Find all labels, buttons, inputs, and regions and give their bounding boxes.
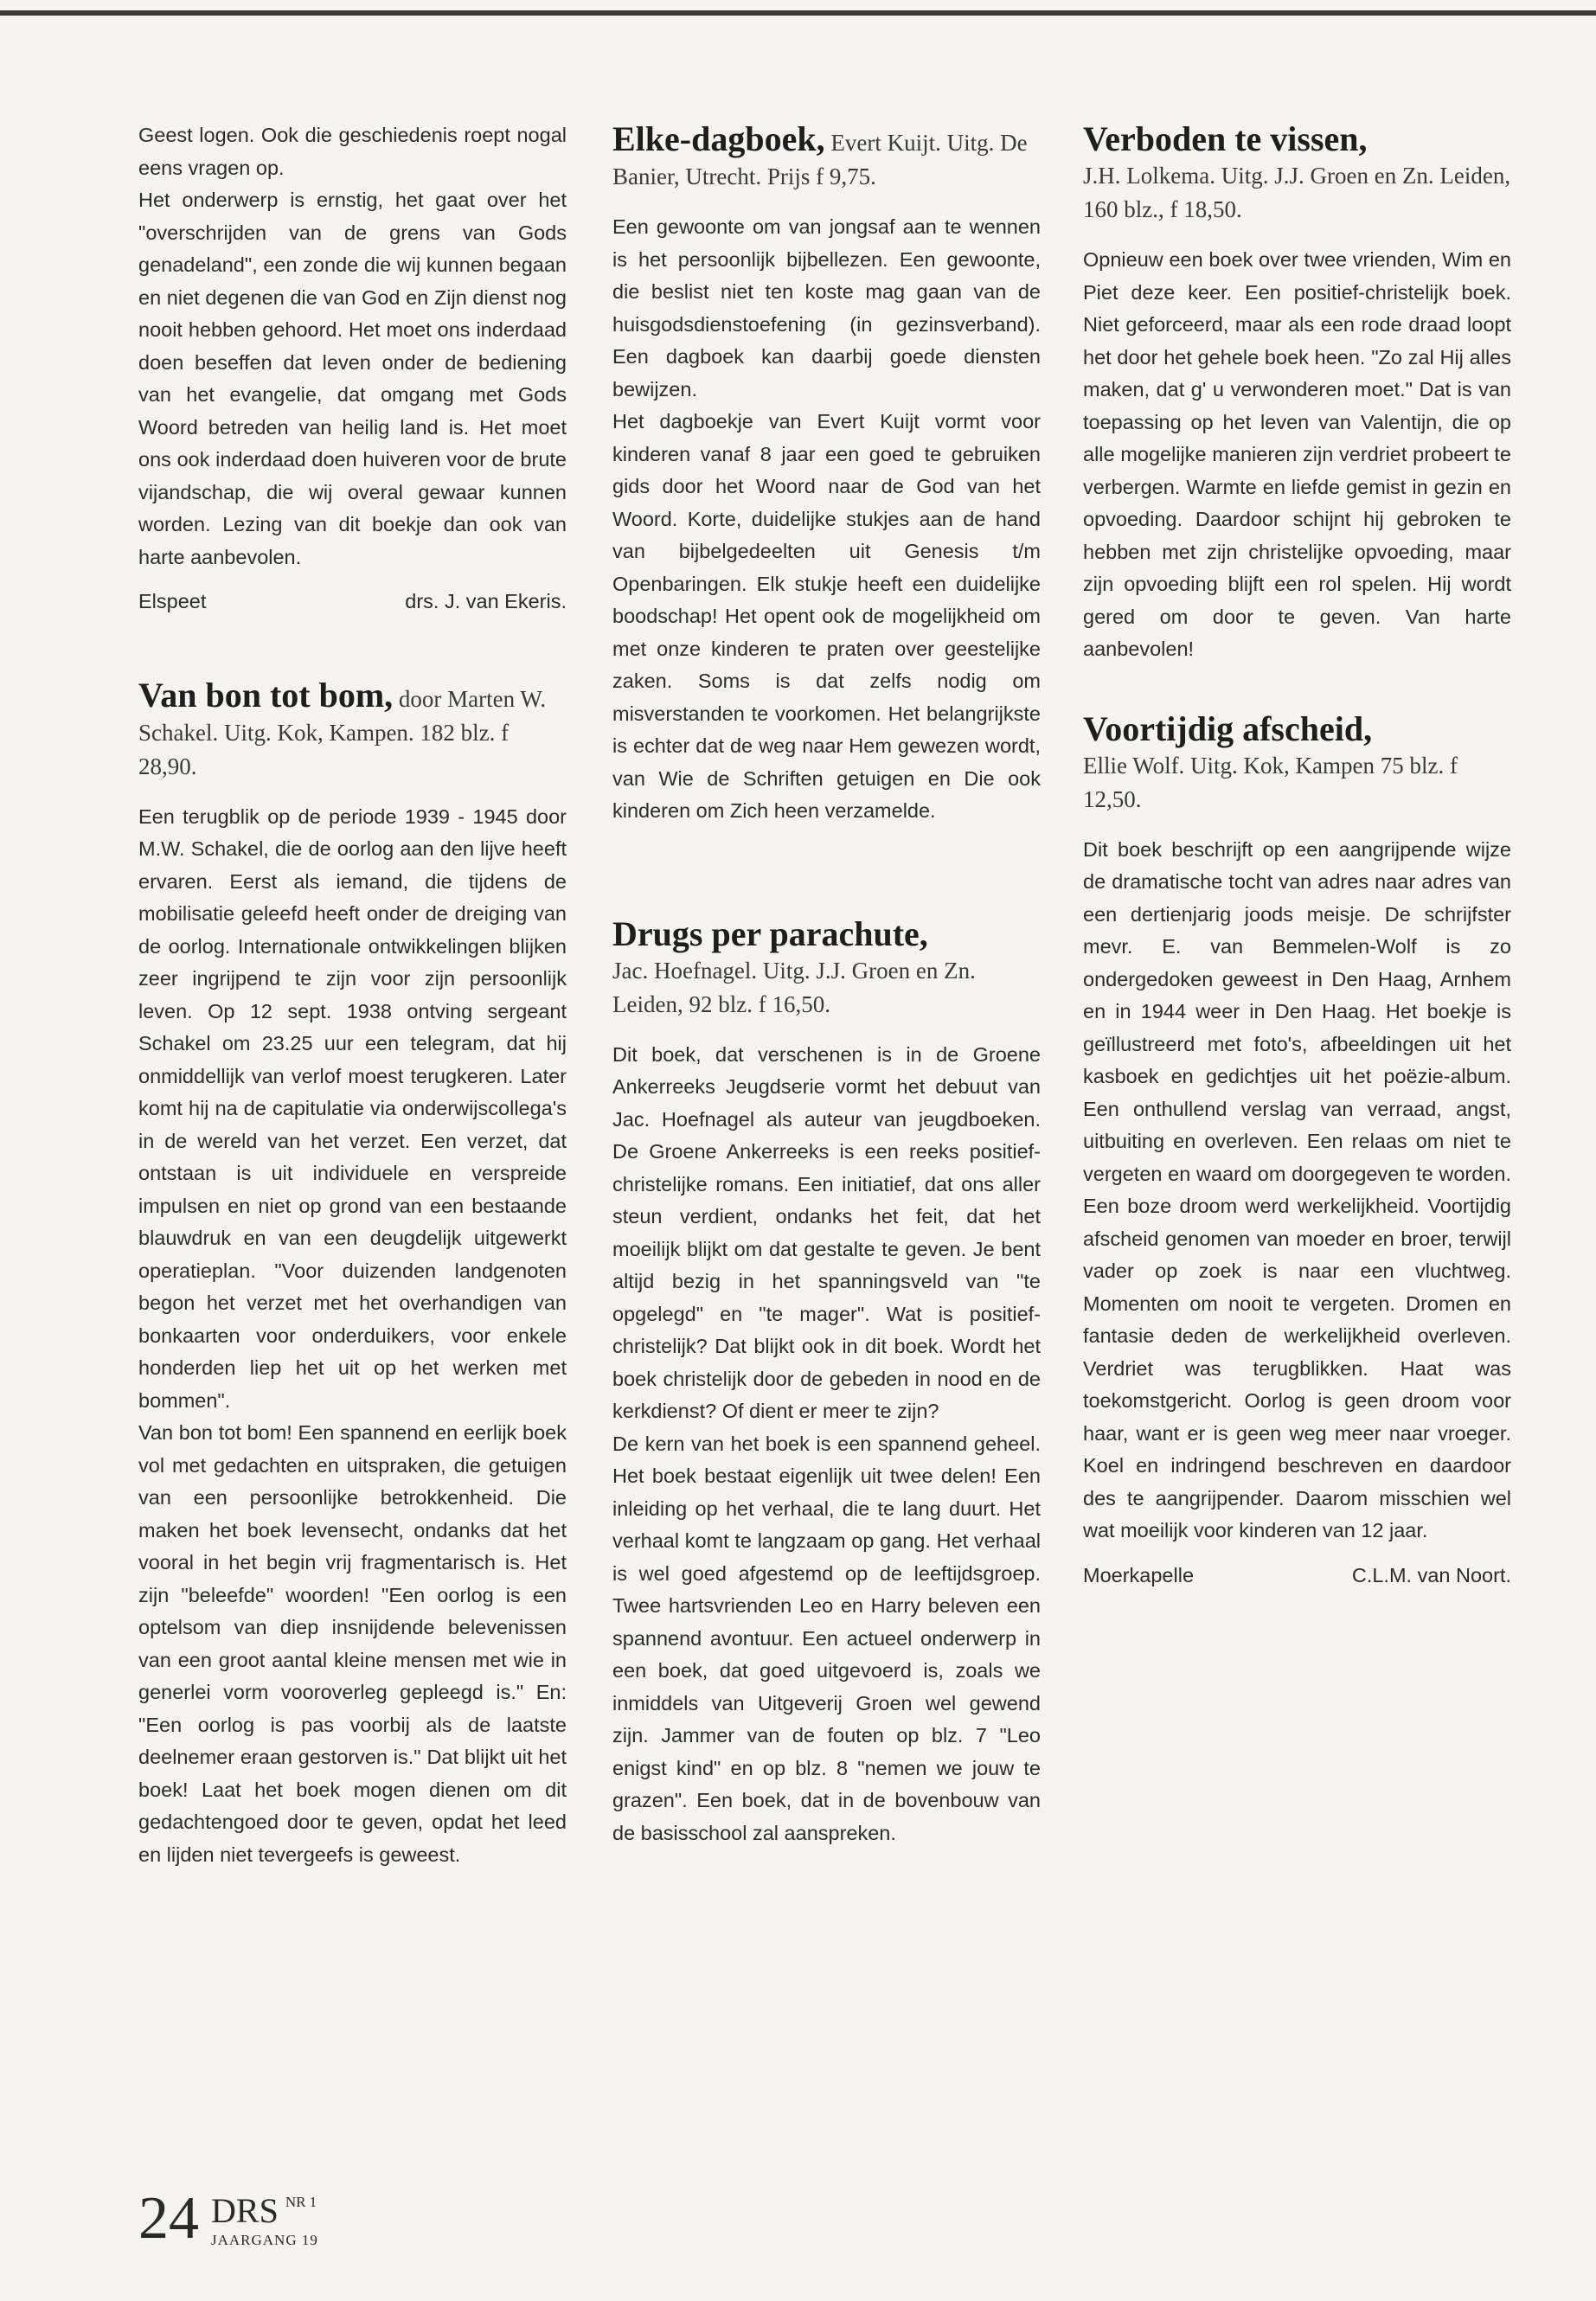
signature-place: Elspeet: [138, 590, 207, 612]
review-header-drugs-per-parachute: [612, 914, 1041, 1022]
signature: [138, 586, 567, 619]
review-header-van-bon-tot-bom: [138, 676, 567, 784]
paragraph: Het dagboekje van Evert Kuijt vormt voor kinderen vanaf 8 jaar een goed te gebruiken gids door het Woord naar de God van het Woord. Korte, duidelijke stukjes aan de hand van bijbelgedeelten uit Genesis t/m Openbaringen. Elk stukje heeft een duidelijke boodschap! Het opent ook de mogelijkheid om met onze kinderen te praten over geestelijke zaken. Soms is dat zelfs nodig om misverstanden te voorkomen. Het belangrijkste is echter dat de weg naar Hem gewezen wordt, van Wie de Schriften getuigen en Die ook kinderen om Zich heen verzamelde.: [612, 410, 1041, 822]
column-1: [138, 119, 567, 1871]
paragraph: De kern van het boek is een spannend geheel. Het boek bestaat eigenlijk uit twee delen! Een inleiding op het verhaal, die te lang duurt. Het verhaal komt te langzaam op gang. Het verhaal is wel goed afgestemd op de leeftijdsgroep. Twee hartsvrienden Leo en Harry beleven een spannend avontuur. Een actueel onderwerp in een boek, dat goed uitgevoerd is, zoals we inmiddels van Uitgeverij Groen wel gewend zijn. Jammer van de fouten op blz. 7 "Leo enigst kind" en op blz. 8 "nemen we jouw te grazen". Een boek, dat in de bovenbouw van de basisschool zal aanspreken.: [612, 1432, 1041, 1844]
paragraph: Een terugblik op de periode 1939 - 1945 door M.W. Schakel, die de oorlog aan den lijve heeft ervaren. Eerst als iemand, die tijdens de mobilisatie geleefd heeft onder de dreiging van de oorlog. Internationale ontwikkelingen blijken zeer ingrijpend te zijn voor zijn persoonlijk leven. Op 12 sept. 1938 ontving sergeant Schakel om 23.25 uur een telegram, dat hij onmiddellijk van verlof moest terugkeren. Later komt hij na de capitulatie via onderwijscollega's in de wereld van het verzet. Een verzet, dat ontstaan is uit individuele en verspreide impulsen en niet op grond van een bestaande blauwdruk en van een deugdelijk uitgewerkt operatieplan. "Voor duizenden landgenoten begon het verzet met het overhandigen van bonkaarten voor onderduikers, voor enkele honderden liep het uit op het werken met bommen".: [138, 804, 567, 1412]
review-title: Voortijdig afscheid,: [1083, 708, 1373, 748]
review-header-voortijdig-afscheid: [1083, 709, 1511, 817]
review-title: Van bon tot bom,: [138, 675, 394, 715]
review-meta: Jac. Hoefnagel. Uitg. J.J. Groen en Zn. Leiden, 92 blz. f 16,50.: [612, 957, 976, 1017]
review-meta: J.H. Lolkema. Uitg. J.J. Groen en Zn. Leiden, 160 blz., f 18,50.: [1083, 163, 1511, 222]
column-3: [1083, 119, 1511, 1592]
review-meta: Ellie Wolf. Uitg. Kok, Kampen 75 blz. f 12,50.: [1083, 752, 1458, 812]
review-header-verboden-te-vissen: [1083, 119, 1511, 227]
review-meta: Evert Kuijt. Uitg. De Banier, Utrecht. Prijs f 9,75.: [612, 130, 1028, 189]
paragraph: Het onderwerp is ernstig, het gaat over het "overschrijden van de grens van Gods genadeland", een zonde die wij kunnen begaan en niet degenen die van God en Zijn dienst nog nooit hebben gehoord. Het moet ons inderdaad doen beseffen dat leven onder de bediening van het evangelie, dat omgang met Gods Woord betreden van heilig land is. Het moet ons ook inderdaad doen huiveren voor de brute vijandschap, die wij overal gewaar kunnen worden. Lezing van dit boekje dan ook van harte aanbevolen.: [138, 189, 567, 568]
paragraph: Dit boek, dat verschenen is in de Groene Ankerreeks Jeugdserie vormt het debuut van Jac. Hoefnagel als auteur van jeugdboeken. De Groene Ankerreeks is een reeks positief-christelijke romans. Een initiatief, dat ons aller steun verdient, ondanks het feit, dat het moeilijk blijkt om dat gestalte te geven. Je bent altijd bezig in het spanningsveld van "te opgelegd" en "te mager". Wat is positief-christelijk? Dat blijkt ook in dit boek. Wordt het boek christelijk door de gebeden in nood en de kerkdienst? Of dient er meer te zijn?: [612, 1042, 1041, 1422]
magazine-name: DRS: [211, 2191, 279, 2230]
column-2: [612, 119, 1041, 1849]
magazine-mark: [211, 2191, 318, 2249]
paragraph: Een gewoonte om van jongsaf aan te wennen is het persoonlijk bijbellezen. Een gewoonte, die beslist niet ten koste mag gaan van de huisgodsdienstoefening (in gezinsverband). Een dagboek kan daarbij goede diensten bewijzen.: [612, 215, 1041, 401]
paragraph: Dit boek beschrijft op een aangrijpende wijze de dramatische tocht van adres naar adres van een dertienjarig joods meisje. De schrijfster mevr. E. van Bemmelen-Wolf is zo ondergedoken geweest in Den Haag, Arnhem en in 1944 weer in Den Haag. Het boekje is geïllustreerd met foto's, afbeeldingen uit het kasboek en gedichtjes uit het poëzie-album. Een onthullend verslag van verraad, angst, uitbuiting en overleven. Een relaas om niet te vergeten en waard om doorgegeven te worden. Een boze droom werd werkelijkheid. Voortijdig afscheid genomen van moeder en broer, terwijl vader op zoek is naar een vluchtweg. Momenten om nooit te vergeten. Dromen en fantasie deden de werkelijkheid overleven. Verdriet was terugblikken. Haat was toekomstgericht. Oorlog is geen droom voor haar, want er is geen weg meer naar vroeger. Koel en indringend beschreven en daardoor des te aangrijpender. Daarom misschien wel wat moeilijk voor kinderen van 12 jaar.: [1083, 837, 1511, 1541]
signature-name: drs. J. van Ekeris.: [405, 590, 567, 612]
page-footer: [138, 2185, 318, 2252]
review-title: Elke-dagboek,: [612, 119, 825, 158]
top-rule: [0, 10, 1596, 16]
paragraph: Opnieuw een boek over twee vrienden, Wim en Piet deze keer. Een positief-christelijk boek. Niet geforceerd, maar als een rode draad loopt het door het gehele boek heen. "Zo zal Hij alles maken, dat g' u verwonderen moet." Dat is van toepassing op het leven van Valentijn, die op alle mogelijke manieren zijn verdriet probeert te verbergen. Warmte en liefde gemist in gezin en opvoeding. Daardoor schijnt hij gebroken te hebben met zijn christelijke opvoeding, maar zijn opvoeding blijft een rol spelen. Hij wordt gered om door te geven. Van harte aanbevolen!: [1083, 248, 1511, 660]
page-number: 24: [138, 2185, 199, 2252]
review-header-elke-dagboek: [612, 119, 1041, 194]
signature-name: C.L.M. van Noort.: [1351, 1563, 1511, 1586]
review-meta: door Marten W. Schakel. Uitg. Kok, Kampen. 182 blz. f 28,90.: [138, 685, 547, 779]
review-title: Drugs per parachute,: [612, 913, 928, 953]
issue-number: NR 1: [285, 2194, 317, 2210]
paragraph: Van bon tot bom! Een spannend en eerlijk boek vol met gedachten en uitspraken, die getuigen van een persoonlijke betrokkenheid. Die maken het boek levensecht, ondanks dat het vooral in het begin vrij fragmentarisch is. Het zijn "beleefde" woorden! "Een oorlog is een optelsom van diep insnijdende belevenissen van een groot aantal kleine mensen met wie in generlei vorm vooroverleg gepleegd is." En: "Een oorlog is pas voorbij als de laatste deelnemer eraan gestorven is." Dat blijkt uit het boek! Laat het boek mogen dienen om dit gedachtengoed door te geven, opdat het leed en lijden niet tevergeefs is geweest.: [138, 1421, 567, 1866]
volume: JAARGANG 19: [211, 2232, 318, 2248]
signature: [1083, 1560, 1511, 1593]
paragraph: Geest logen. Ook die geschiedenis roept nogal eens vragen op.: [138, 124, 567, 179]
signature-place: Moerkapelle: [1083, 1563, 1195, 1586]
review-title: Verboden te vissen,: [1083, 119, 1368, 158]
